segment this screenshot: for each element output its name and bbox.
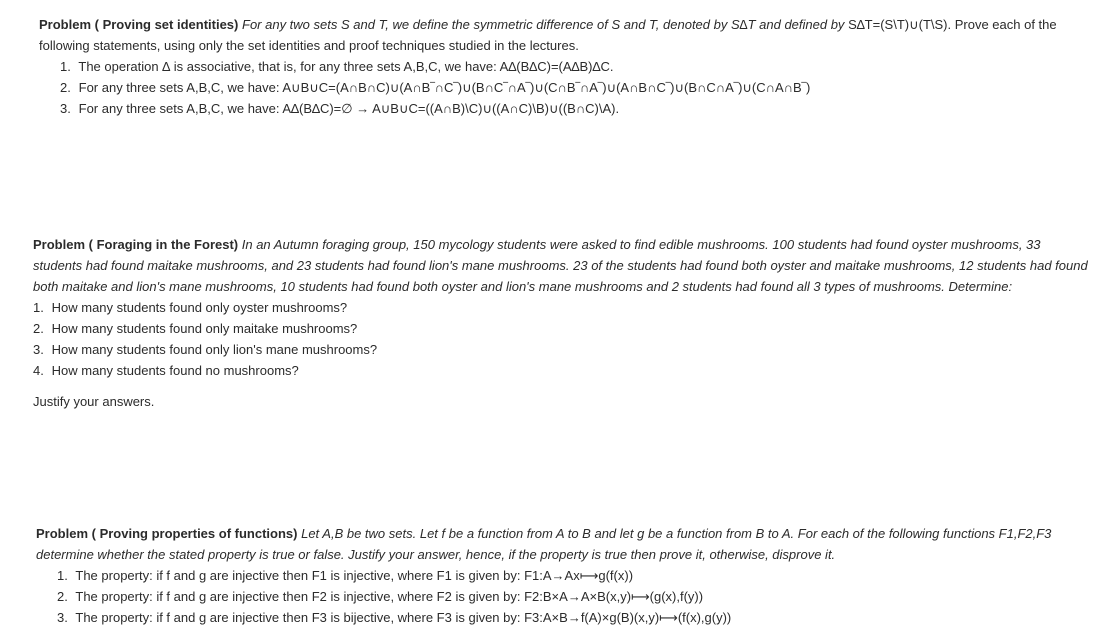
list-item: [57, 565, 1091, 586]
problem-foraging: [33, 234, 1091, 412]
item-number: 2.: [33, 321, 44, 336]
item-text: For any three sets A,B,C, we have: A∆(B∆C)=∅ → A∪B∪C=((A∩B)\C)∪((A∩C)\B)∪((B∩C)\A).: [78, 101, 620, 116]
list-item: [57, 586, 1091, 607]
item-number: 1.: [60, 59, 71, 74]
list-item: [33, 360, 1091, 381]
problem-intro: [33, 234, 1091, 297]
problem-intro-text: Let A,B be two sets. Let f be a function from A to B and let g be a function from B to A. For each of the following functions F1,F2,F3 determine whether the stated property is true or false. Justify your answer, hence, if the property is true then prove it, otherwise, disprove it.: [36, 526, 1052, 562]
problem-intro: [36, 523, 1091, 565]
item-text: The property: if f and g are injective then F3 is bijective, where F3 is given by: F3:A×B→f(A)×g(B)(x,y)⟼(f(x),g(y)): [75, 610, 732, 625]
item-text: How many students found only oyster mushrooms?: [51, 300, 348, 315]
problem-functions: [36, 523, 1091, 628]
list-item: [57, 607, 1091, 628]
item-text: The property: if f and g are injective then F1 is injective, where F1 is given by: F1:A→Ax⟼g(f(x)): [75, 568, 634, 583]
item-text: How many students found no mushrooms?: [51, 363, 299, 378]
item-number: 1.: [57, 568, 68, 583]
item-number: 3.: [57, 610, 68, 625]
item-number: 3.: [33, 342, 44, 357]
item-text: How many students found only maitake mushrooms?: [51, 321, 358, 336]
problem-intro-text-continued: S∆T=(S\T)∪(T\S). Prove each of the following statements, using only the set identities and proof techniques studied in the lectures.: [39, 17, 1057, 53]
item-number: 4.: [33, 363, 44, 378]
list-item: [60, 98, 1091, 119]
list-item: [60, 77, 1091, 98]
problem-intro: [39, 14, 1091, 56]
item-number: 2.: [60, 80, 71, 95]
justify-note: Justify your answers.: [33, 394, 155, 409]
item-text: The operation ∆ is associative, that is, for any three sets A,B,C, we have: A∆(B∆C)=(A∆B)∆C.: [78, 59, 614, 74]
problem-intro-text: In an Autumn foraging group, 150 mycology students were asked to find edible mushrooms. 100 students had found oyster mushrooms, 33 students had found maitake mushrooms, and 23 students had found lion's mane mushrooms. 23 of the students had found both oyster and maitake mushrooms, 12 students had found both maitake and lion's mane mushrooms, 10 students had found both oyster and lion's mane mushrooms and 2 students had found all 3 types of mushrooms. Determine:: [33, 237, 1088, 294]
list-item: [60, 56, 1091, 77]
problem-heading: Problem ( Proving set identities): [39, 17, 239, 32]
problem-intro-text: For any two sets S and T, we define the symmetric difference of S and T, denoted by S∆T and defined by: [242, 17, 849, 32]
item-text: The property: if f and g are injective then F2 is injective, where F2 is given by: F2:B×A→A×B(x,y)⟼(g(x),f(y)): [75, 589, 704, 604]
question-list: [33, 297, 1091, 381]
property-list: [36, 565, 1091, 628]
item-text: For any three sets A,B,C, we have: A∪B∪C=(A∩B∩C)∪(A∩B‾∩C‾)∪(B∩C‾∩A‾)∪(C∩B‾∩A‾)∪(A∩B∩C‾)∪(B∩C∩A‾)∪(C∩A∩B‾): [78, 80, 811, 95]
item-text: How many students found only lion's mane mushrooms?: [51, 342, 378, 357]
item-number: 3.: [60, 101, 71, 116]
item-number: 1.: [33, 300, 44, 315]
list-item: [33, 318, 1091, 339]
problem-heading: Problem ( Proving properties of functions): [36, 526, 298, 541]
list-item: [33, 339, 1091, 360]
list-item: [33, 297, 1091, 318]
statement-list: [39, 56, 1091, 119]
problem-heading: Problem ( Foraging in the Forest): [33, 237, 239, 252]
problem-set-identities: [39, 14, 1091, 119]
item-number: 2.: [57, 589, 68, 604]
